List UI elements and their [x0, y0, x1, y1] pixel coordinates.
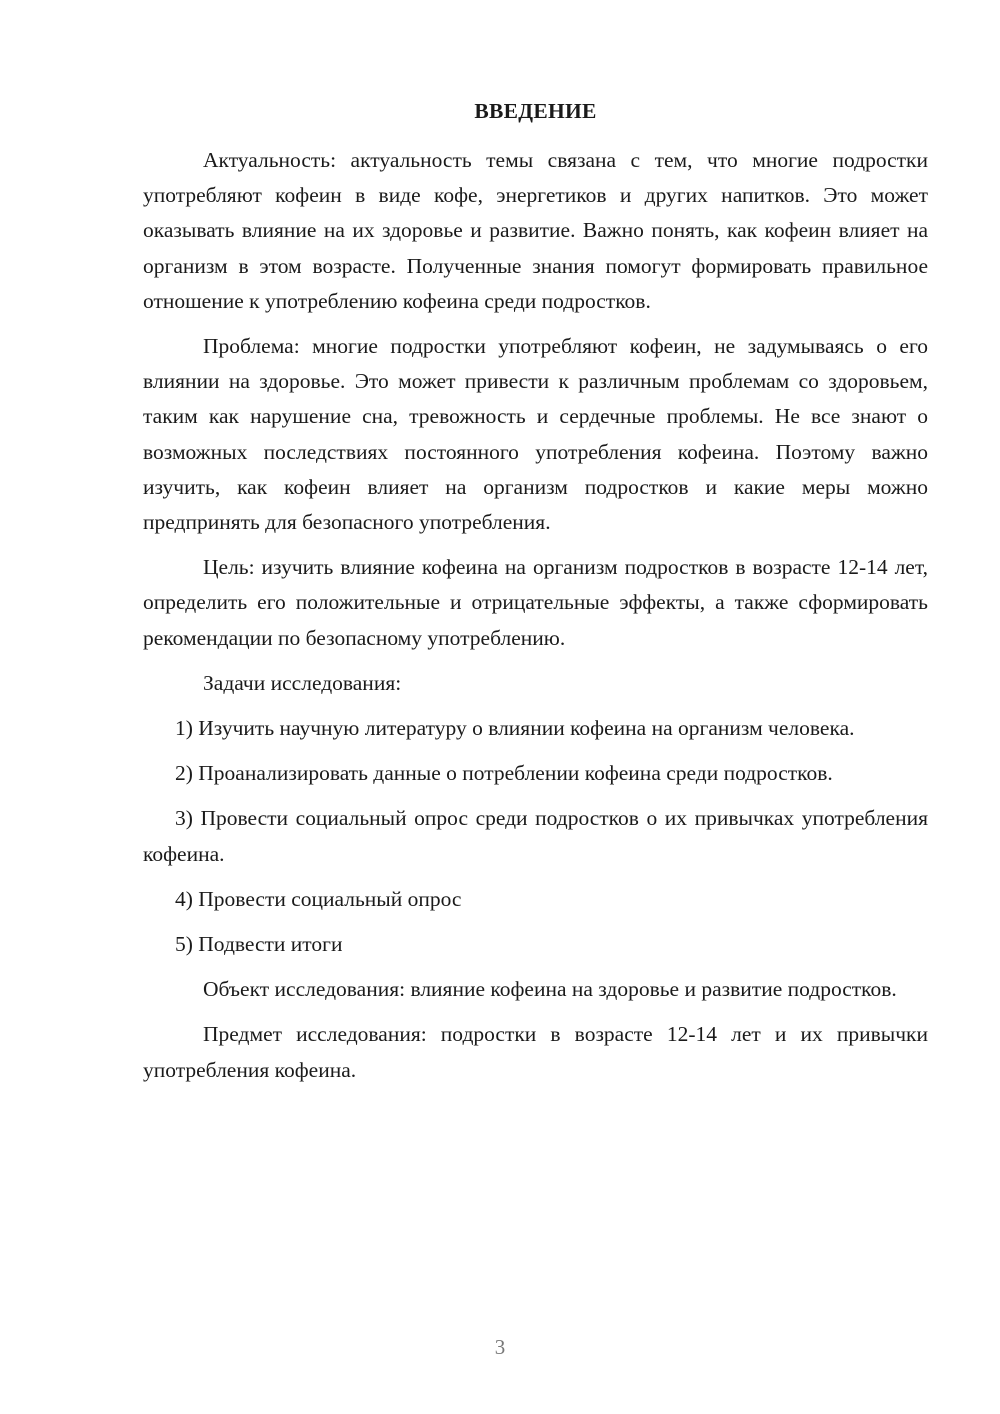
list-item: 3) Провести социальный опрос среди подростков о их привычках употребления кофеина. — [143, 806, 928, 866]
list-item: 4) Провести социальный опрос — [175, 886, 462, 911]
paragraph-relevance: Актуальность: актуальность темы связана с тем, что многие подростки употребляют кофеин в виде кофе, энергетиков и других напитков. Это может оказывать влияние на их здоровье и развитие. Важно понять, как кофеин влияет на организм в этом возрасте. Полученные знания помогут формировать правильное отношение к употреблению кофеина среди подростков. — [143, 148, 928, 313]
task-list — [143, 711, 928, 962]
list-item: 1) Изучить научную литературу о влиянии кофеина на организм человека. — [175, 716, 855, 741]
paragraph-subject: Предмет исследования: подростки в возрасте 12-14 лет и их привычки употребления кофеина. — [143, 1022, 928, 1082]
paragraph-goal: Цель: изучить влияние кофеина на организм подростков в возрасте 12-14 лет, определить его положительные и отрицательные эффекты, а также сформировать рекомендации по безопасному употреблению. — [143, 555, 928, 650]
page-title: ВВЕДЕНИЕ — [474, 99, 597, 123]
document-page — [143, 94, 928, 1098]
page-number: 3 — [494, 1335, 506, 1359]
tasks-heading: Задачи исследования: — [203, 670, 402, 695]
list-item: 2) Проанализировать данные о потреблении кофеина среди подростков. — [175, 761, 833, 786]
paragraph-problem: Проблема: многие подростки употребляют кофеин, не задумываясь о его влиянии на здоровье. Это может привести к различным проблемам со здоровьем, таким как нарушение сна, тревожность и сердечные проблемы. Не все знают о возможных последствиях постоянного употребления кофеина. Поэтому важно изучить, как кофеин влияет на организм подростков и какие меры можно предпринять для безопасного употребления. — [143, 334, 928, 535]
paragraph-object: Объект исследования: влияние кофеина на здоровье и развитие подростков. — [203, 977, 897, 1002]
list-item: 5) Подвести итоги — [175, 932, 343, 957]
